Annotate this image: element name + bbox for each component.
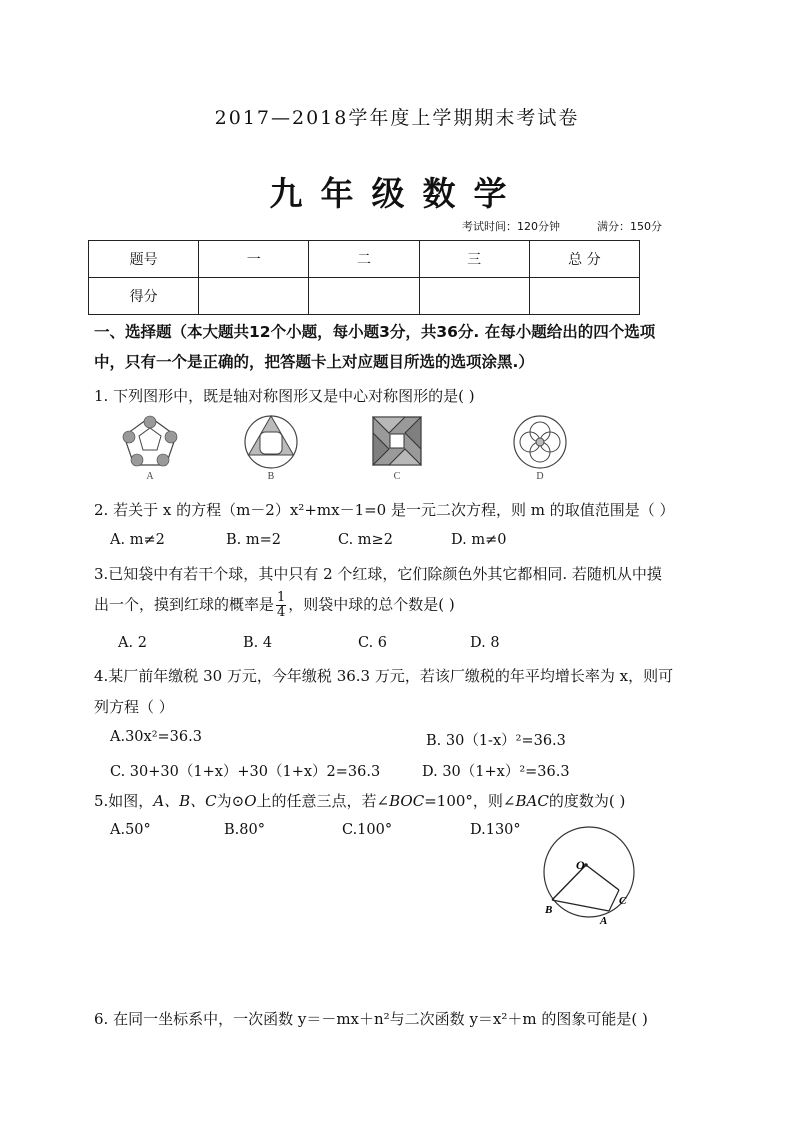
question-3-text: 出一个，摸到红球的概率是 bbox=[94, 595, 275, 614]
score-cell: 二 bbox=[309, 241, 419, 278]
figure-label: D bbox=[536, 471, 544, 482]
figure-label: B bbox=[267, 471, 275, 482]
fraction-denominator: 4 bbox=[277, 605, 286, 620]
option-d: D. m≠0 bbox=[451, 532, 507, 548]
question-3: 3.已知袋中有若干个球，其中只有 2 个红球，它们除颜色外其它都相同. 若随机从中摸 bbox=[94, 565, 662, 583]
q5-text: 5.如图， bbox=[94, 792, 154, 810]
q5-circle-figure bbox=[530, 818, 650, 930]
label-c: C bbox=[619, 895, 627, 907]
fraction-numerator: 1 bbox=[277, 590, 286, 605]
question-4: 4.某厂前年缴税 30 万元，今年缴税 36.3 万元，若该厂缴税的年平均增长率为 x，则可 bbox=[94, 667, 674, 685]
question-6: 6. 在同一坐标系中，一次函数 y＝－mx＋n²与二次函数 y＝x²＋m 的图象可能是( ) bbox=[94, 1010, 648, 1028]
score-blank bbox=[199, 278, 309, 315]
label-b: B bbox=[545, 904, 553, 916]
score-table-score-row bbox=[89, 278, 640, 315]
score-blank bbox=[309, 278, 419, 315]
q5-angle: BAC bbox=[515, 792, 549, 810]
figure-c-square bbox=[372, 416, 422, 466]
option-a: A. 2 bbox=[118, 635, 147, 651]
q5-text: 上的任意三点，若∠ bbox=[256, 792, 390, 810]
q5-points: A、B、C bbox=[153, 792, 217, 810]
option-b: B. 30（1-x）²=36.3 bbox=[426, 733, 566, 749]
option-c: C.100° bbox=[342, 822, 393, 838]
question-3-text: ，则袋中球的总个数是( ) bbox=[288, 595, 455, 614]
subject-title: 九年级数学 bbox=[269, 174, 525, 213]
figure-label: A bbox=[146, 471, 154, 482]
option-d: D.130° bbox=[470, 822, 521, 838]
q5-text: 的度数为( ) bbox=[548, 792, 626, 810]
section-heading-cont: 中，只有一个是正确的，把答题卡上对应题目所选的选项涂黑.） bbox=[94, 353, 534, 371]
score-cell: 得分 bbox=[89, 278, 199, 315]
q5-text: 为⊙ bbox=[216, 792, 245, 810]
option-d: D. 30（1+x）²=36.3 bbox=[422, 764, 570, 780]
score-table bbox=[88, 240, 640, 315]
question-4-cont: 列方程（ ） bbox=[94, 698, 174, 716]
question-1: 1. 下列图形中，既是轴对称图形又是中心对称图形的是( ) bbox=[94, 387, 475, 405]
score-blank bbox=[529, 278, 639, 315]
q5-center: O bbox=[244, 792, 257, 810]
figure-a-pentagon bbox=[120, 414, 180, 468]
score-blank bbox=[419, 278, 529, 315]
figure-b-circle-triangle bbox=[243, 414, 299, 470]
option-c: C. 6 bbox=[358, 635, 388, 651]
exam-time: 考试时间：120分钟 bbox=[462, 220, 560, 233]
option-c: C. 30+30（1+x）+30（1+x）2=36.3 bbox=[110, 764, 381, 780]
score-cell: 总 分 bbox=[529, 241, 639, 278]
question-3-cont bbox=[94, 591, 455, 620]
option-b: B.80° bbox=[224, 822, 265, 838]
fraction bbox=[276, 591, 286, 620]
score-cell: 三 bbox=[419, 241, 529, 278]
score-cell: 一 bbox=[199, 241, 309, 278]
option-a: A. m≠2 bbox=[110, 532, 165, 548]
question-2: 2. 若关于 x 的方程（m－2）x²+mx－1=0 是一元二次方程，则 m 的取值范围是（ ） bbox=[94, 501, 675, 519]
option-a: A.30x²=36.3 bbox=[110, 729, 202, 745]
q5-text: =100°，则∠ bbox=[424, 792, 516, 810]
section-heading: 一、选择题（本大题共12个小题，每小题3分，共36分. 在每小题给出的四个选项 bbox=[94, 323, 656, 341]
score-table-header-row bbox=[89, 241, 640, 278]
label-a: A bbox=[600, 915, 608, 927]
option-b: B. m=2 bbox=[226, 532, 281, 548]
label-o: O bbox=[576, 858, 585, 872]
exam-title: 2017—2018学年度上学期期末考试卷 bbox=[214, 107, 580, 129]
figure-label: C bbox=[393, 471, 401, 482]
option-b: B. 4 bbox=[243, 635, 273, 651]
q5-angle: BOC bbox=[389, 792, 425, 810]
question-5 bbox=[94, 790, 625, 811]
full-score: 满分：150分 bbox=[597, 220, 662, 233]
figure-d-rings bbox=[512, 414, 568, 470]
option-a: A.50° bbox=[110, 822, 151, 838]
option-d: D. 8 bbox=[470, 635, 500, 651]
score-cell: 题号 bbox=[89, 241, 199, 278]
option-c: C. m≥2 bbox=[338, 532, 393, 548]
